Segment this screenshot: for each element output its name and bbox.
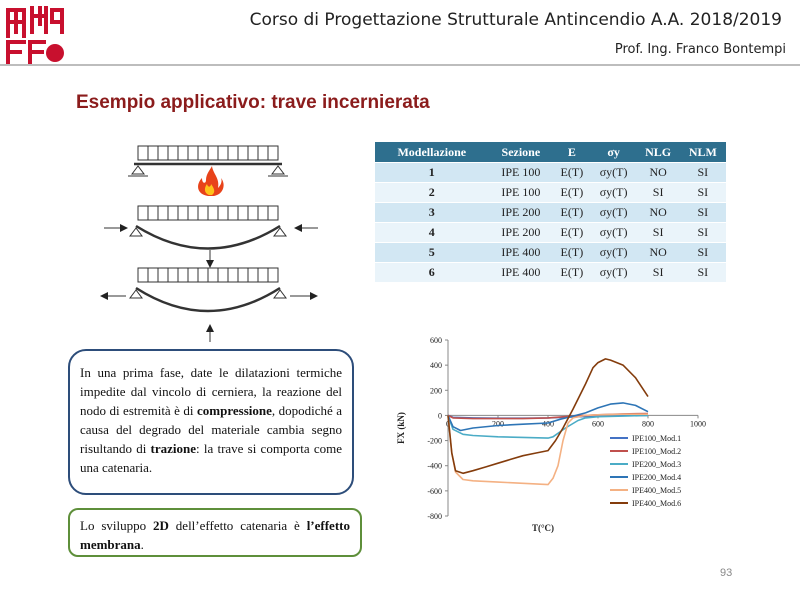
beam-3 xyxy=(102,268,316,342)
table-cell: IPE 100 xyxy=(489,163,554,183)
legend-entry: IPE200_Mod.3 xyxy=(632,460,682,469)
table-cell: E(T) xyxy=(553,263,590,283)
table-cell: SI xyxy=(680,203,726,223)
table-row xyxy=(375,223,726,243)
table-cell: SI xyxy=(680,183,726,203)
y-tick-label: -600 xyxy=(427,486,442,496)
x-tick-label: 1000 xyxy=(690,419,706,429)
header-modellazione: Modellazione xyxy=(375,142,489,163)
fire-icon xyxy=(198,166,224,196)
table-cell: SI xyxy=(637,223,680,243)
table-cell: σy(T) xyxy=(591,263,637,283)
table-cell: SI xyxy=(680,223,726,243)
table-cell: IPE 200 xyxy=(489,203,554,223)
header-nlg: NLG xyxy=(637,142,680,163)
box2-text-3: . xyxy=(140,537,144,552)
table-cell: NO xyxy=(637,203,680,223)
table-cell: E(T) xyxy=(553,243,590,263)
legend-entry: IPE400_Mod.6 xyxy=(632,499,682,508)
table-cell: IPE 200 xyxy=(489,223,554,243)
x-tick-label: 200 xyxy=(492,419,504,429)
legend-entry: IPE200_Mod.4 xyxy=(632,473,682,482)
table-cell: SI xyxy=(637,183,680,203)
catenary-explanation-box xyxy=(68,349,354,495)
box2-text-1: Lo sviluppo xyxy=(80,518,154,533)
beam-2 xyxy=(104,206,318,266)
table-cell: SI xyxy=(680,243,726,263)
box2-bold-2d: 2D xyxy=(153,518,169,533)
membrane-effect-box xyxy=(68,508,362,557)
table-cell: σy(T) xyxy=(591,203,637,223)
x-axis-label: T(°C) xyxy=(531,523,555,533)
legend-entry: IPE100_Mod.2 xyxy=(632,447,682,456)
table-row xyxy=(375,163,726,183)
table-row xyxy=(375,203,726,223)
header-nlm: NLM xyxy=(680,142,726,163)
header-divider xyxy=(0,64,800,66)
page-number: 93 xyxy=(720,567,733,579)
x-tick-label: 400 xyxy=(542,419,554,429)
x-tick-label: 0 xyxy=(446,419,450,429)
table-header-row xyxy=(375,142,726,163)
table-cell: IPE 400 xyxy=(489,263,554,283)
table-cell: σy(T) xyxy=(591,243,637,263)
beam-diagram xyxy=(96,136,326,356)
header-sezione: Sezione xyxy=(489,142,554,163)
table-cell: 4 xyxy=(375,223,489,243)
x-tick-label: 600 xyxy=(592,419,604,429)
table-row xyxy=(375,243,726,263)
legend-entry: IPE100_Mod.1 xyxy=(632,434,682,443)
box1-text-3: : la trave si comporta come una catenaria. xyxy=(80,441,343,475)
table-cell: σy(T) xyxy=(591,223,637,243)
y-tick-label: -200 xyxy=(427,436,442,446)
slide-title: Esempio applicativo: trave incernierata xyxy=(76,92,430,113)
table-cell: 5 xyxy=(375,243,489,263)
table-cell: E(T) xyxy=(553,183,590,203)
table-cell: NO xyxy=(637,243,680,263)
professor-name: Prof. Ing. Franco Bontempi xyxy=(614,42,786,57)
fx-temperature-chart xyxy=(392,330,722,535)
header-e: E xyxy=(553,142,590,163)
table-cell: SI xyxy=(680,263,726,283)
table-cell: IPE 400 xyxy=(489,243,554,263)
table-cell: 6 xyxy=(375,263,489,283)
legend-entry: IPE400_Mod.5 xyxy=(632,486,682,495)
table-cell: E(T) xyxy=(553,223,590,243)
table-cell: 3 xyxy=(375,203,489,223)
x-tick-label: 800 xyxy=(642,419,654,429)
university-logo xyxy=(2,2,66,66)
table-cell: SI xyxy=(637,263,680,283)
y-tick-label: -400 xyxy=(427,461,442,471)
y-tick-label: -800 xyxy=(427,512,442,521)
box2-text-2: dell’effetto catenaria è xyxy=(168,518,307,533)
y-tick-label: 0 xyxy=(438,411,442,421)
box2-bold-membrana: l’effetto membrana xyxy=(80,518,350,552)
beam-1 xyxy=(128,146,288,176)
box1-text-2: , dopodiché a causa del degrado del materiale cambia segno risultando di xyxy=(80,403,343,456)
course-title: Corso di Progettazione Strutturale Antincendio A.A. 2018/2019 xyxy=(249,10,782,30)
table-row xyxy=(375,263,726,283)
y-tick-label: 600 xyxy=(430,336,442,345)
y-tick-label: 400 xyxy=(430,361,442,371)
table-cell: 2 xyxy=(375,183,489,203)
box1-bold-compressione: compressione xyxy=(197,403,272,418)
table-cell: σy(T) xyxy=(591,163,637,183)
table-cell: E(T) xyxy=(553,203,590,223)
box1-bold-trazione: trazione xyxy=(150,441,197,456)
table-cell: 1 xyxy=(375,163,489,183)
table-row xyxy=(375,183,726,203)
table-cell: σy(T) xyxy=(591,183,637,203)
table-cell: IPE 100 xyxy=(489,183,554,203)
y-axis-label: FX (kN) xyxy=(396,412,406,444)
table-cell: E(T) xyxy=(553,163,590,183)
table-cell: NO xyxy=(637,163,680,183)
table-cell: SI xyxy=(680,163,726,183)
box1-text-1: In una prima fase, date le dilatazioni termiche impedite dal vincolo di cerniera, la reazione del nodo di estremità è di xyxy=(80,365,342,418)
modelling-table xyxy=(375,142,726,282)
header-sigma-y: σy xyxy=(591,142,637,163)
y-tick-label: 200 xyxy=(430,386,442,396)
